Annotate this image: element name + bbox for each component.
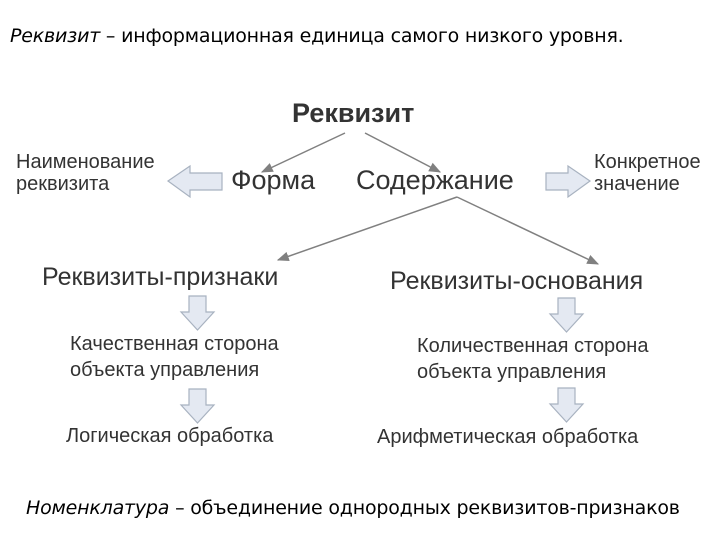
block-arrow-down-left-1 (181, 296, 214, 330)
node-name-of-attribute-line2: реквизита (16, 172, 110, 195)
node-logical-processing: Логическая обработка (66, 425, 274, 447)
block-arrow-down-left-2 (181, 389, 214, 423)
definition-bottom (26, 498, 680, 519)
node-qualitative-aspect-line2: объекта управления (70, 359, 260, 381)
node-name-of-attribute (16, 152, 155, 195)
definition-top-dash: – (100, 25, 122, 47)
definition-bottom-dash: – (169, 497, 191, 519)
node-arithmetic-processing: Арифметическая обработка (377, 426, 639, 448)
connector-content-to-bases (457, 197, 598, 264)
connector-content-to-attributes (278, 197, 457, 260)
node-root: Реквизит (292, 98, 415, 128)
node-quantitative-aspect (417, 333, 648, 385)
node-form: Форма (231, 165, 316, 195)
definition-bottom-text: объединение однородных реквизитов-признаков (190, 497, 680, 519)
block-arrow-left (168, 166, 222, 197)
node-concrete-value-line1: Конкретное (594, 151, 701, 173)
definition-top (10, 26, 624, 47)
block-arrow-right (546, 166, 590, 197)
node-quantitative-aspect-line2: объекта управления (417, 361, 607, 383)
definition-top-text: информационная единица самого низкого уровня. (121, 25, 624, 47)
node-content: Содержание (356, 165, 514, 195)
node-quantitative-aspect-line1: Количественная сторона (417, 335, 649, 357)
node-attributes-features: Реквизиты-признаки (42, 263, 279, 291)
node-name-of-attribute-line1: Наименование (16, 151, 155, 173)
definition-bottom-term: Номенклатура (26, 497, 170, 519)
definition-top-term: Реквизит (10, 25, 101, 47)
block-arrow-down-right-1 (550, 298, 583, 332)
node-qualitative-aspect (70, 331, 279, 383)
node-concrete-value (594, 152, 701, 195)
node-qualitative-aspect-line1: Качественная сторона (70, 333, 279, 355)
block-arrow-down-right-2 (550, 388, 583, 422)
node-concrete-value-line2: значение (594, 172, 680, 195)
node-attributes-bases: Реквизиты-основания (390, 267, 644, 295)
